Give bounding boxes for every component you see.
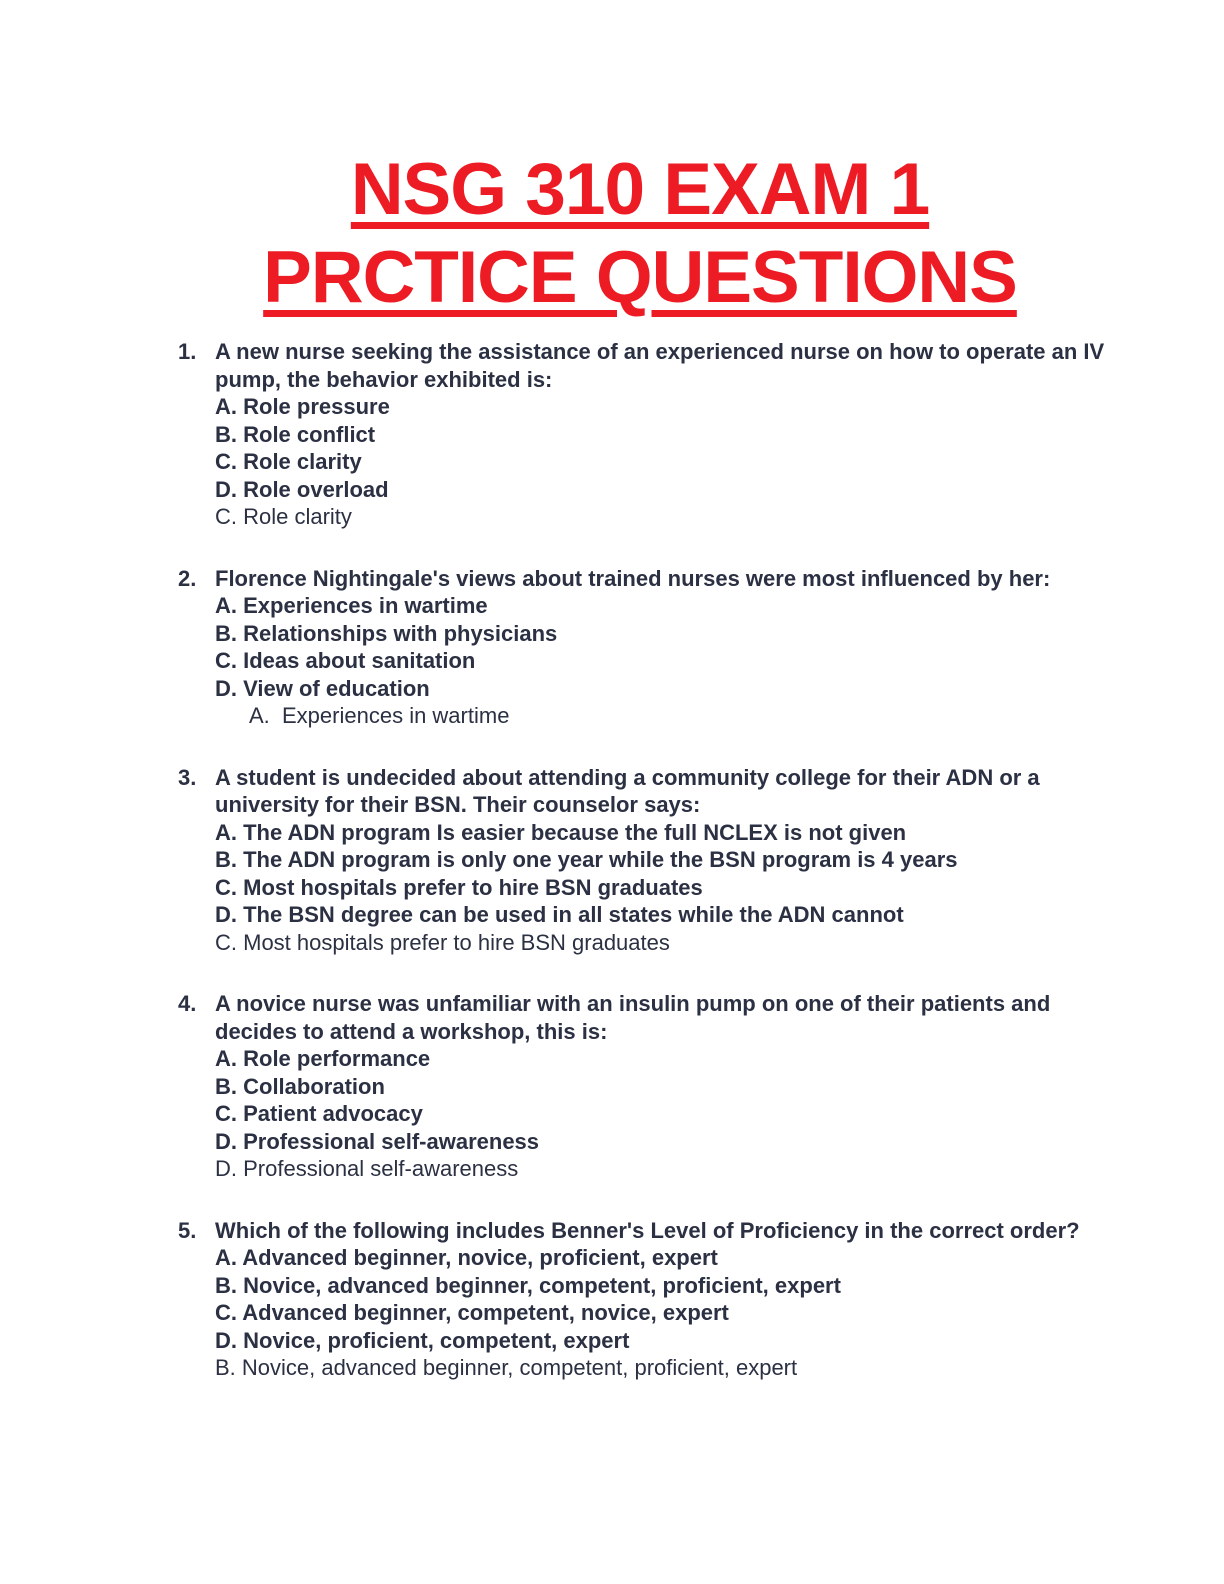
option-a: A. The ADN program Is easier because the full NCLEX is not given — [215, 819, 907, 845]
question-number: 1. — [178, 339, 197, 364]
option-a: A. Role pressure — [215, 394, 390, 419]
option-b: B. Relationships with physicians — [215, 620, 558, 646]
option-c: C. Patient advocacy — [215, 1101, 423, 1126]
option-d: D. Novice, proficient, competent, expert — [215, 1327, 630, 1353]
question-text: A novice nurse was unfamiliar with an insulin pump on one of their patients and decides to attend a workshop, this is: — [215, 991, 1051, 1044]
question-list — [178, 338, 1108, 1382]
answer-text: B. Novice, advanced beginner, competent, proficient, expert — [215, 1355, 798, 1380]
question-body — [215, 565, 1105, 730]
option-b: B. Role conflict — [215, 421, 376, 447]
page-title-line-2 — [178, 234, 1102, 322]
question-item-5 — [178, 1217, 1108, 1382]
question-body — [215, 764, 1105, 957]
page-title-line-1-text: NSG 310 EXAM 1 — [350, 149, 930, 230]
question-body — [215, 338, 1105, 531]
question-item-2 — [178, 565, 1108, 730]
option-c: C. Ideas about sanitation — [215, 648, 476, 673]
answer-text: D. Professional self-awareness — [215, 1156, 519, 1181]
question-text: Florence Nightingale's views about trained nurses were most influenced by her: — [215, 565, 1051, 591]
option-d: D. Role overload — [215, 476, 389, 502]
option-d: D. The BSN degree can be used in all states while the ADN cannot — [215, 902, 904, 927]
option-c: C. Advanced beginner, competent, novice, expert — [215, 1300, 729, 1325]
question-text: Which of the following includes Benner's Level of Proficiency in the correct order? — [215, 1217, 1080, 1243]
question-item-3 — [178, 764, 1108, 957]
question-number: 5. — [178, 1217, 197, 1243]
option-b: B. The ADN program is only one year while the BSN program is 4 years — [215, 847, 958, 872]
option-d: D. Professional self-awareness — [215, 1128, 540, 1154]
option-c: C. Role clarity — [215, 449, 362, 474]
question-item-1 — [178, 338, 1108, 531]
question-body — [215, 1217, 1105, 1382]
option-c: C. Most hospitals prefer to hire BSN graduates — [215, 874, 703, 900]
page-title — [178, 0, 1102, 322]
page-title-line-1 — [178, 146, 1102, 234]
answer-text: C. Role clarity — [215, 504, 352, 529]
option-a: A. Advanced beginner, novice, proficient, expert — [215, 1245, 718, 1270]
question-body — [215, 990, 1105, 1183]
option-a: A. Role performance — [215, 1046, 431, 1071]
question-number: 4. — [178, 991, 197, 1016]
question-text: A new nurse seeking the assistance of an experienced nurse on how to operate an IV pump, the behavior exhibited is: — [215, 339, 1105, 392]
option-d: D. View of education — [215, 675, 430, 701]
page-title-line-2-text: PRCTICE QUESTIONS — [263, 237, 1017, 318]
answer-text: C. Most hospitals prefer to hire BSN graduates — [215, 929, 670, 955]
question-item-4 — [178, 990, 1108, 1183]
option-b: B. Collaboration — [215, 1073, 385, 1099]
option-a: A. Experiences in wartime — [215, 593, 488, 618]
question-number: 3. — [178, 764, 197, 790]
question-number: 2. — [178, 565, 197, 591]
question-text: A student is undecided about attending a community college for their ADN or a university for their BSN. Their counselor says: — [215, 764, 1040, 817]
answer-text: A. Experiences in wartime — [249, 703, 510, 728]
option-b: B. Novice, advanced beginner, competent, proficient, expert — [215, 1272, 841, 1298]
